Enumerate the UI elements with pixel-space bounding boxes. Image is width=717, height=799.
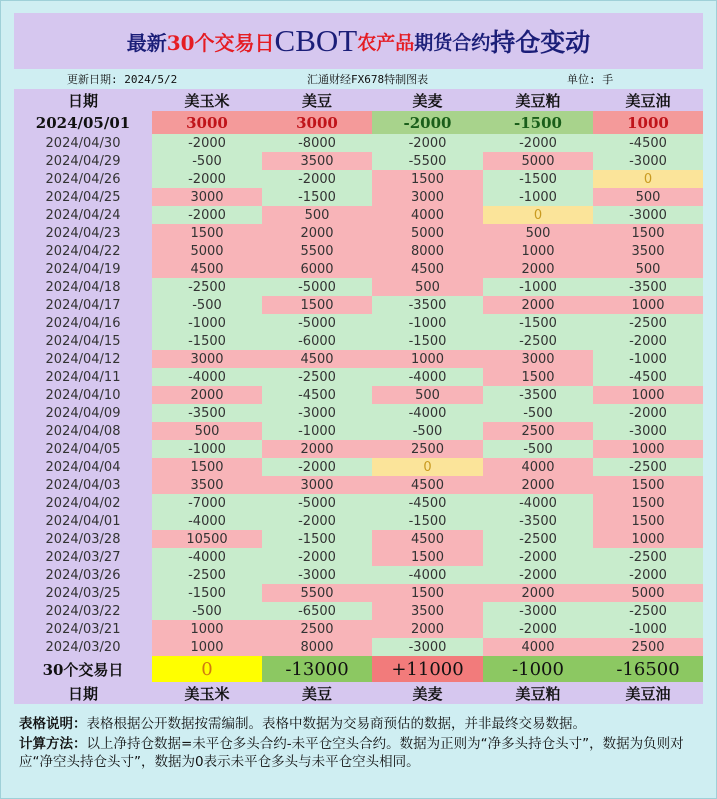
cell-value: -3000 [593, 152, 703, 170]
cell-value: 500 [593, 260, 703, 278]
cell-value: 5500 [262, 584, 372, 602]
source-label: 汇通财经FX678特制图表 [307, 73, 429, 86]
row-date: 2024/03/21 [14, 620, 152, 638]
cell-value: 1000 [593, 386, 703, 404]
cell-value: 3000 [483, 350, 593, 368]
table-row [14, 530, 703, 548]
title-part-futures: 期货合约 [414, 31, 491, 54]
column-header: 美麦 [372, 682, 483, 704]
column-header: 美玉米 [152, 682, 262, 704]
cell-value: -2000 [593, 332, 703, 350]
cell-value: 4500 [372, 530, 483, 548]
cell-value: 4500 [372, 476, 483, 494]
row-date: 2024/04/17 [14, 296, 152, 314]
row-date: 2024/03/20 [14, 638, 152, 656]
column-header: 美豆油 [593, 682, 703, 704]
cell-value: -2000 [593, 404, 703, 422]
footer-row [14, 682, 703, 704]
cell-value: -1500 [262, 188, 372, 206]
cell-value: 500 [152, 422, 262, 440]
row-date: 2024/03/26 [14, 566, 152, 584]
table-row [14, 422, 703, 440]
table-row [14, 134, 703, 152]
cell-value: 3000 [372, 188, 483, 206]
cell-value: 1000 [152, 620, 262, 638]
table-row [14, 350, 703, 368]
cell-value: -2000 [262, 548, 372, 566]
cell-value: -2000 [152, 206, 262, 224]
cell-value: -2000 [483, 566, 593, 584]
cell-value: 1500 [593, 224, 703, 242]
row-date: 2024/04/04 [14, 458, 152, 476]
cell-value: -2500 [152, 566, 262, 584]
chart-title [14, 13, 703, 69]
cell-value: 2000 [262, 440, 372, 458]
cell-value: 500 [372, 278, 483, 296]
cell-value: 1500 [593, 494, 703, 512]
table-row [14, 242, 703, 260]
cell-value: 1500 [593, 476, 703, 494]
table-row [14, 566, 703, 584]
cell-value: 1500 [483, 368, 593, 386]
cell-value: -2000 [372, 134, 483, 152]
table-row [14, 584, 703, 602]
table-row [14, 296, 703, 314]
table-row [14, 332, 703, 350]
column-header: 美豆 [262, 682, 372, 704]
cell-value: -2000 [152, 170, 262, 188]
cell-value: -2500 [483, 530, 593, 548]
total-row [14, 656, 703, 682]
latest-value: 3000 [262, 111, 372, 134]
cell-value: 500 [262, 206, 372, 224]
cell-value: -2500 [152, 278, 262, 296]
table-row [14, 206, 703, 224]
calculation-label: 计算方法： [19, 736, 87, 752]
cell-value: -1000 [593, 620, 703, 638]
calculation-text: 以上净持仓数据=未平仓多头合约-未平仓空头合约。数据为正则为“净多头持仓头寸”，数据为负则对应“净空头持仓头寸”，数据为0表示未平仓多头与未平仓空头相同。 [19, 736, 684, 770]
table-row [14, 602, 703, 620]
cell-value: -2000 [483, 620, 593, 638]
cell-value: 2000 [372, 620, 483, 638]
cell-value: 3000 [262, 476, 372, 494]
row-date: 2024/04/30 [14, 134, 152, 152]
row-date: 2024/03/27 [14, 548, 152, 566]
date-header: 日期 [14, 682, 152, 704]
table-row [14, 494, 703, 512]
row-date: 2024/04/12 [14, 350, 152, 368]
cell-value: -3500 [152, 404, 262, 422]
cell-value: -2000 [483, 548, 593, 566]
cell-value: 2000 [483, 584, 593, 602]
cell-value: -2500 [593, 548, 703, 566]
title-part-latest: 最新 [126, 30, 167, 55]
table-row [14, 548, 703, 566]
cell-value: 2000 [152, 386, 262, 404]
cell-value: -3500 [483, 512, 593, 530]
cell-value: -2000 [262, 512, 372, 530]
column-header: 美豆粕 [483, 682, 593, 704]
row-date: 2024/04/26 [14, 170, 152, 188]
cell-value: -1500 [152, 584, 262, 602]
cell-value: -2500 [593, 458, 703, 476]
description-text: 表格根据公开数据按需编制。表格中数据为交易商预估的数据，并非最终交易数据。 [86, 716, 586, 732]
table-row [14, 620, 703, 638]
total-value: -13000 [262, 656, 372, 682]
cell-value: -2000 [262, 458, 372, 476]
row-date: 2024/04/29 [14, 152, 152, 170]
cell-value: -1500 [372, 332, 483, 350]
update-date: 更新日期: 2024/5/2 [67, 73, 178, 86]
row-date: 2024/04/18 [14, 278, 152, 296]
cell-value: 3500 [152, 476, 262, 494]
cell-value: -3000 [372, 638, 483, 656]
cell-value: -3500 [372, 296, 483, 314]
cell-value: -3500 [483, 386, 593, 404]
cell-value: 2000 [483, 260, 593, 278]
row-date: 2024/04/05 [14, 440, 152, 458]
cell-value: 1000 [483, 242, 593, 260]
cell-value: -4500 [593, 368, 703, 386]
total-value: 0 [152, 656, 262, 682]
cell-value: 3500 [593, 242, 703, 260]
table-row [14, 476, 703, 494]
cell-value: -8000 [262, 134, 372, 152]
cell-value: -500 [483, 440, 593, 458]
cell-value: 2500 [372, 440, 483, 458]
row-date: 2024/04/22 [14, 242, 152, 260]
table-row [14, 278, 703, 296]
cell-value: 1000 [593, 440, 703, 458]
cell-value: -4500 [372, 494, 483, 512]
cell-value: -500 [152, 296, 262, 314]
cell-value: 1500 [593, 512, 703, 530]
cell-value: 5000 [152, 242, 262, 260]
column-header: 美玉米 [152, 89, 262, 111]
cell-value: 0 [372, 458, 483, 476]
column-header: 美麦 [372, 89, 483, 111]
title-part-position: 持仓变动 [490, 28, 591, 57]
cell-value: -4000 [483, 494, 593, 512]
row-date: 2024/04/16 [14, 314, 152, 332]
cell-value: 1500 [372, 170, 483, 188]
title-part-days: 30个交易日 [166, 30, 275, 55]
cell-value: -1500 [483, 170, 593, 188]
cell-value: -1000 [593, 350, 703, 368]
cell-value: -2000 [593, 566, 703, 584]
cell-value: 4500 [152, 260, 262, 278]
cell-value: 1500 [152, 224, 262, 242]
cell-value: -3000 [593, 206, 703, 224]
table-row [14, 368, 703, 386]
cell-value: -500 [152, 602, 262, 620]
latest-value: -1500 [483, 111, 593, 134]
table-body [14, 89, 703, 704]
cell-value: 1000 [593, 530, 703, 548]
date-header: 日期 [14, 89, 152, 111]
cell-value: -1500 [483, 314, 593, 332]
row-date: 2024/04/08 [14, 422, 152, 440]
table-row [14, 188, 703, 206]
column-header: 美豆粕 [483, 89, 593, 111]
cell-value: 2000 [483, 296, 593, 314]
cell-value: -4000 [372, 566, 483, 584]
column-header: 美豆油 [593, 89, 703, 111]
cell-value: -4000 [152, 512, 262, 530]
unit-label: 单位: 手 [567, 73, 614, 86]
latest-value: -2000 [372, 111, 483, 134]
table-row [14, 512, 703, 530]
table-row [14, 458, 703, 476]
column-header: 美豆 [262, 89, 372, 111]
cell-value: 0 [483, 206, 593, 224]
row-date: 2024/03/22 [14, 602, 152, 620]
latest-value: 1000 [593, 111, 703, 134]
cell-value: 2000 [483, 476, 593, 494]
cell-value: -6000 [262, 332, 372, 350]
latest-date: 2024/05/01 [14, 111, 152, 134]
row-date: 2024/04/24 [14, 206, 152, 224]
cell-value: 1500 [372, 584, 483, 602]
cell-value: -1500 [372, 512, 483, 530]
table-row [14, 386, 703, 404]
latest-row [14, 111, 703, 134]
table-row [14, 224, 703, 242]
cell-value: -3500 [593, 278, 703, 296]
cell-value: -4000 [152, 548, 262, 566]
table-row [14, 170, 703, 188]
cell-value: -2000 [262, 170, 372, 188]
table-row [14, 260, 703, 278]
cell-value: -3000 [262, 404, 372, 422]
cell-value: 5000 [372, 224, 483, 242]
calculation-method [19, 735, 709, 771]
cell-value: 3500 [262, 152, 372, 170]
cell-value: 3000 [152, 350, 262, 368]
cell-value: -2500 [593, 602, 703, 620]
cell-value: 3500 [372, 602, 483, 620]
cell-value: 500 [372, 386, 483, 404]
cell-value: 3000 [152, 188, 262, 206]
cell-value: 2500 [262, 620, 372, 638]
row-date: 2024/04/15 [14, 332, 152, 350]
cell-value: 0 [593, 170, 703, 188]
cell-value: 10500 [152, 530, 262, 548]
row-date: 2024/04/09 [14, 404, 152, 422]
cell-value: 5500 [262, 242, 372, 260]
cell-value: 4000 [372, 206, 483, 224]
position-table [14, 89, 703, 704]
cell-value: -4000 [152, 368, 262, 386]
row-date: 2024/03/28 [14, 530, 152, 548]
cell-value: -2500 [593, 314, 703, 332]
cell-value: -1000 [152, 314, 262, 332]
cell-value: 2000 [262, 224, 372, 242]
cell-value: -1000 [262, 422, 372, 440]
table-description [19, 715, 709, 733]
row-date: 2024/03/25 [14, 584, 152, 602]
cell-value: 1000 [152, 638, 262, 656]
cell-value: 1500 [152, 458, 262, 476]
cell-value: 1500 [262, 296, 372, 314]
cell-value: 4000 [483, 638, 593, 656]
cell-value: -5000 [262, 494, 372, 512]
cell-value: -3000 [262, 566, 372, 584]
cell-value: -4000 [372, 404, 483, 422]
title-part-cbot: CBOT [274, 23, 358, 58]
cell-value: 500 [483, 224, 593, 242]
cell-value: 2500 [593, 638, 703, 656]
cell-value: 8000 [372, 242, 483, 260]
row-date: 2024/04/10 [14, 386, 152, 404]
table-row [14, 404, 703, 422]
row-date: 2024/04/19 [14, 260, 152, 278]
total-value: -1000 [483, 656, 593, 682]
cell-value: 2500 [483, 422, 593, 440]
cell-value: -2000 [152, 134, 262, 152]
cell-value: 8000 [262, 638, 372, 656]
cell-value: 1500 [372, 548, 483, 566]
table-row [14, 152, 703, 170]
cell-value: 5000 [593, 584, 703, 602]
row-date: 2024/04/03 [14, 476, 152, 494]
row-date: 2024/04/01 [14, 512, 152, 530]
description-label: 表格说明： [19, 716, 87, 732]
cell-value: -2000 [483, 134, 593, 152]
cell-value: -1000 [372, 314, 483, 332]
cell-value: -1500 [262, 530, 372, 548]
cell-value: 5000 [483, 152, 593, 170]
cell-value: -3000 [483, 602, 593, 620]
cell-value: -2500 [262, 368, 372, 386]
cell-value: -7000 [152, 494, 262, 512]
cell-value: -4500 [593, 134, 703, 152]
cell-value: -2500 [483, 332, 593, 350]
row-date: 2024/04/23 [14, 224, 152, 242]
cell-value: -500 [372, 422, 483, 440]
row-date: 2024/04/11 [14, 368, 152, 386]
cell-value: -500 [152, 152, 262, 170]
cell-value: 500 [593, 188, 703, 206]
cell-value: -5000 [262, 278, 372, 296]
total-value: -16500 [593, 656, 703, 682]
cell-value: -500 [483, 404, 593, 422]
header-row [14, 89, 703, 111]
total-value: +11000 [372, 656, 483, 682]
cell-value: 1000 [372, 350, 483, 368]
cell-value: -4500 [262, 386, 372, 404]
cell-value: 4500 [262, 350, 372, 368]
cell-value: -4000 [372, 368, 483, 386]
cell-value: 1000 [593, 296, 703, 314]
cell-value: 6000 [262, 260, 372, 278]
row-date: 2024/04/25 [14, 188, 152, 206]
cell-value: -1500 [152, 332, 262, 350]
row-date: 2024/04/02 [14, 494, 152, 512]
title-part-agri: 农产品 [357, 31, 415, 54]
latest-value: 3000 [152, 111, 262, 134]
cell-value: -3000 [593, 422, 703, 440]
cell-value: -1000 [152, 440, 262, 458]
cell-value: -5500 [372, 152, 483, 170]
cell-value: 4500 [372, 260, 483, 278]
cell-value: 4000 [483, 458, 593, 476]
cell-value: -1000 [483, 278, 593, 296]
cell-value: -5000 [262, 314, 372, 332]
cell-value: -6500 [262, 602, 372, 620]
table-row [14, 440, 703, 458]
cell-value: -1000 [483, 188, 593, 206]
table-row [14, 314, 703, 332]
table-row [14, 638, 703, 656]
total-label: 30个交易日 [14, 656, 152, 682]
